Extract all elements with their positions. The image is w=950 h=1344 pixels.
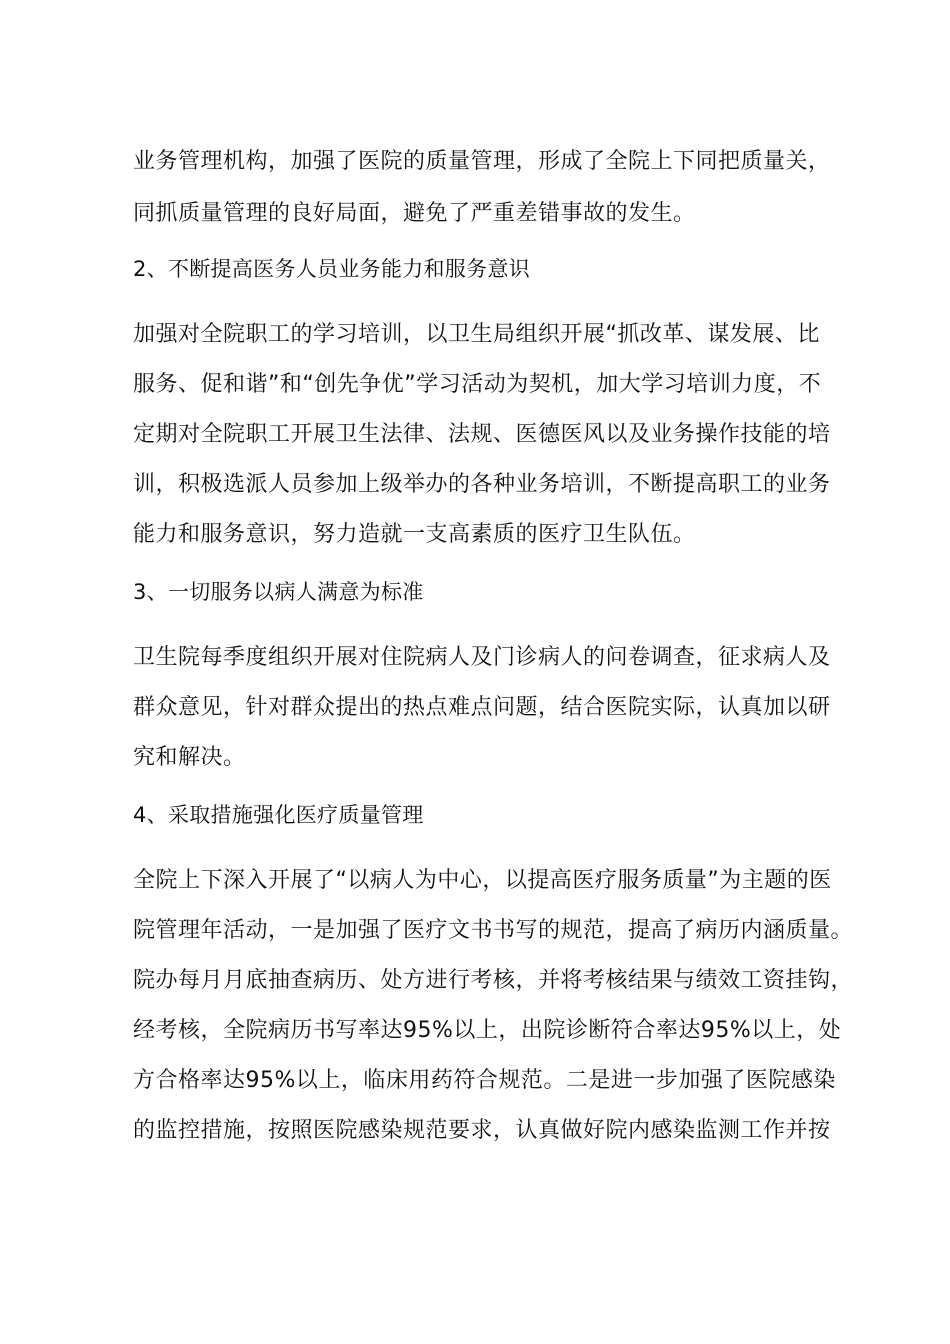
paragraph-line: 加强对全院职工的学习培训，以卫生局组织开展“抓改革、谋发展、比: [133, 322, 820, 347]
paragraph-line: 全院上下深入开展了“以病人为中心，以提高医疗服务质量”为主题的医: [133, 868, 832, 893]
paragraph-line: 群众意见，针对群众提出的热点难点问题，结合医院实际，认真加以研: [133, 695, 831, 720]
section-heading: 4、采取措施强化医疗质量管理: [133, 803, 424, 827]
section-heading: 2、不断提高医务人员业务能力和服务意识: [133, 257, 531, 281]
paragraph-line: 能力和服务意识，努力造就一支高素质的医疗卫生队伍。: [133, 522, 696, 547]
paragraph-line: 院管理年活动，一是加强了医疗文书书写的规范，提高了病历内涵质量。: [133, 918, 854, 943]
paragraph-line: 训，积极选派人员参加上级举办的各种业务培训，不断提高职工的业务: [133, 472, 831, 497]
section-heading: 3、一切服务以病人满意为标准: [133, 580, 424, 604]
paragraph-line: 经考核，全院病历书写率达95%以上，出院诊断符合率达95%以上，处: [133, 1018, 842, 1043]
paragraph-line: 卫生院每季度组织开展对住院病人及门诊病人的问卷调查，征求病人及: [133, 645, 831, 670]
paragraph-line: 的监控措施，按照医院感染规范要求，认真做好院内感染监测工作并按: [133, 1118, 831, 1143]
paragraph-line: 同抓质量管理的良好局面，避免了严重差错事故的发生。: [133, 201, 696, 226]
paragraph-line: 院办每月月底抽查病历、处方进行考核，并将考核结果与绩效工资挂钩，: [133, 968, 854, 993]
paragraph-line: 定期对全院职工开展卫生法律、法规、医德医风以及业务操作技能的培: [133, 422, 831, 447]
paragraph-line: 业务管理机构，加强了医院的质量管理，形成了全院上下同把质量关，: [133, 149, 831, 174]
paragraph-line: 方合格率达95%以上，临床用药符合规范。二是进一步加强了医院感染: [133, 1068, 836, 1093]
paragraph-line: 究和解决。: [133, 745, 246, 770]
paragraph-line: 服务、促和谐”和“创先争优”学习活动为契机，加大学习培训力度，不: [133, 372, 822, 397]
